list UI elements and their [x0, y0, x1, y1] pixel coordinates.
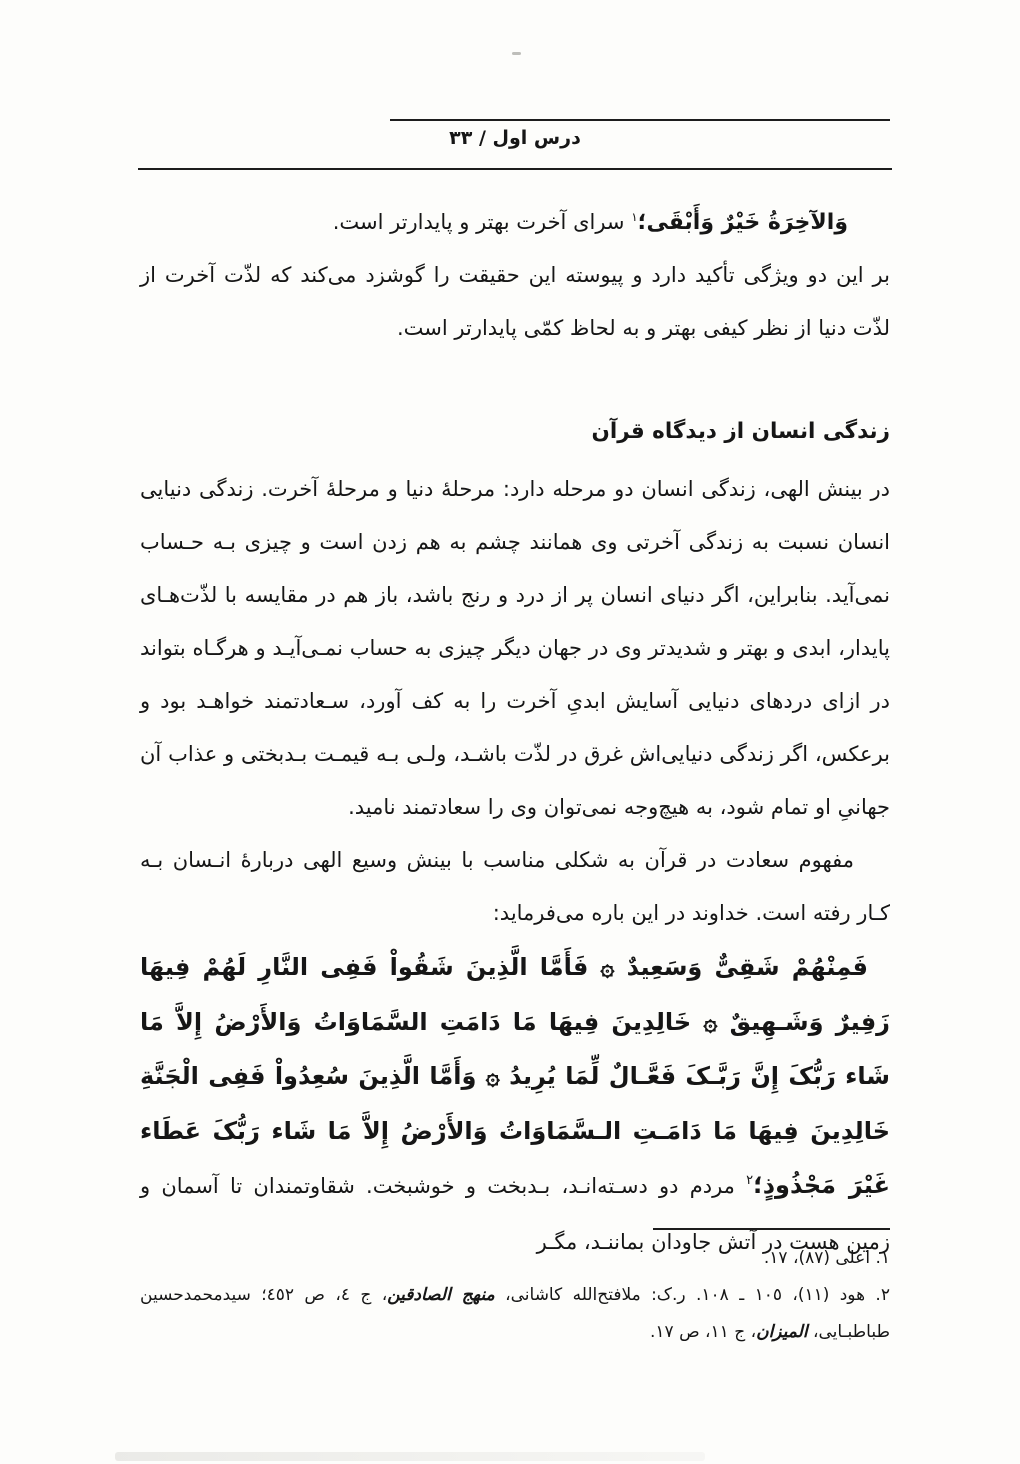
footnote-ref-2: ٢ [746, 1173, 754, 1188]
header-top-rule [390, 119, 890, 121]
section-heading: زندگی انسان از دیدگاه قرآن [591, 419, 890, 444]
footnote-separator [653, 1228, 890, 1230]
book-title-manhaj-assadeqin: منهج الصادقین [387, 1285, 495, 1305]
footnote-ref-1: ١ [631, 210, 638, 224]
intro-quote-translation: سرای آخرت بهتر و پایدارتر است. [332, 210, 632, 234]
quran-quote-block [140, 940, 890, 1269]
footnote-2 [140, 1277, 890, 1351]
page-header-title: درس اول / ٣٣ [449, 127, 581, 149]
quran-quote-arabic: فَمِنْهُمْ شَقِیٌّ وَسَعِیدٌ ۞ فَأَمَّا الَّذِینَ شَقُواْ فَفِی النَّارِ لَهُمْ فِیهَا زَفِیرٌ وَشَـهِیقٌ ۞ خَالِدِینَ فِیهَا مَا دَامَتِ السَّمَاوَاتُ وَالأَرْضُ إِلاَّ مَا شَاء رَبُّکَ إِنَّ رَبَّـکَ فَعَّـالٌ لِّمَا یُرِیدُ ۞ وَأَمَّا الَّذِینَ سُعِدُواْ فَفِی الْجَنَّةِ خَالِدِینَ فِیهَا مَا دَامَـتِ الـسَّمَاوَاتُ وَالأَرْضُ إِلاَّ مَا شَاء رَبُّکَ عَطَاء غَیْرَ مَجْذُوذٍ؛ [140, 953, 890, 1199]
header-bottom-rule [138, 168, 892, 170]
scan-speck [512, 52, 521, 55]
footnote-2-text-b: ، ج ٤، ص ٤٥٢؛ سیدمحمدحسین طباطبـایی، [140, 1285, 890, 1342]
intro-quote-arabic: وَالآخِرَةُ خَیْرٌ وَأَبْقَی؛ [637, 210, 848, 235]
footnote-2-text-a: ٢. هود (١١)، ١٠٥ ـ ١٠٨. ر.ک: ملافتح‌الله کاشانی، [494, 1285, 890, 1305]
quran-quote-translation: مردم دو دسـته‌انـد، بـدبخت و خوشبخت. شقاوتمندان تا آسمان و زمین هست در آتش جاودان بماننـد، مگـر [140, 1174, 890, 1254]
book-title-almizan: المیزان [756, 1322, 808, 1342]
intro-paragraph: بر این دو ویژگی تأکید دارد و پیوسته این حقیقت را گوشزد می‌کند که لذّت آخرت از لذّت دنیا از نظر کیفی بهتر و به لحاظ کمّی پایدارتر است. [140, 263, 890, 340]
section-paragraph-1: در بینش الهی، زندگی انسان دو مرحله دارد: مرحلهٔ دنیا و مرحلهٔ آخرت. زندگی دنیایی انسان نسبت به زندگی آخرتی وی همانند چشم به هم زدن است و چیزی بـه حـساب نمی‌آید. بنابراین، اگر دنیای انسان پر از درد و رنج باشد، باز هم در مقایسه با لذّت‌هـای پایدار، ابدی و بهتر و شدیدتر وی در جهان دیگر چیزی به حساب نمـی‌آیـد و هرگـاه بتواند در ازای دردهای دنیایی آسایش ابدیِ آخرت را به کف آورد، سـعادتمند خواهـد بود و برعکس، اگر زندگی دنیایی‌اش غرق در لذّت باشـد، ولـی بـه قیمـت بـدبختی و عذاب آن جهانیِ او تمام شود، به هیچ‌وجه نمی‌توان وی را سعادتمند نامید. [140, 477, 890, 819]
footnotes-area [140, 1228, 890, 1351]
scan-edge-artifact [115, 1452, 705, 1461]
footnote-2-text-c: ، ج ١١، ص ١٧. [650, 1322, 757, 1342]
text-column [140, 196, 890, 1269]
footnote-1: ١. اعلی (٨٧)، ١٧. [763, 1248, 890, 1268]
section-paragraph-2: مفهوم سعادت در قرآن به شکلی مناسب با بینش وسیع الهی دربارهٔ انـسان بـه کـار رفته است. خداوند در این باره می‌فرماید: [140, 848, 890, 925]
intro-quote-line [140, 196, 890, 249]
